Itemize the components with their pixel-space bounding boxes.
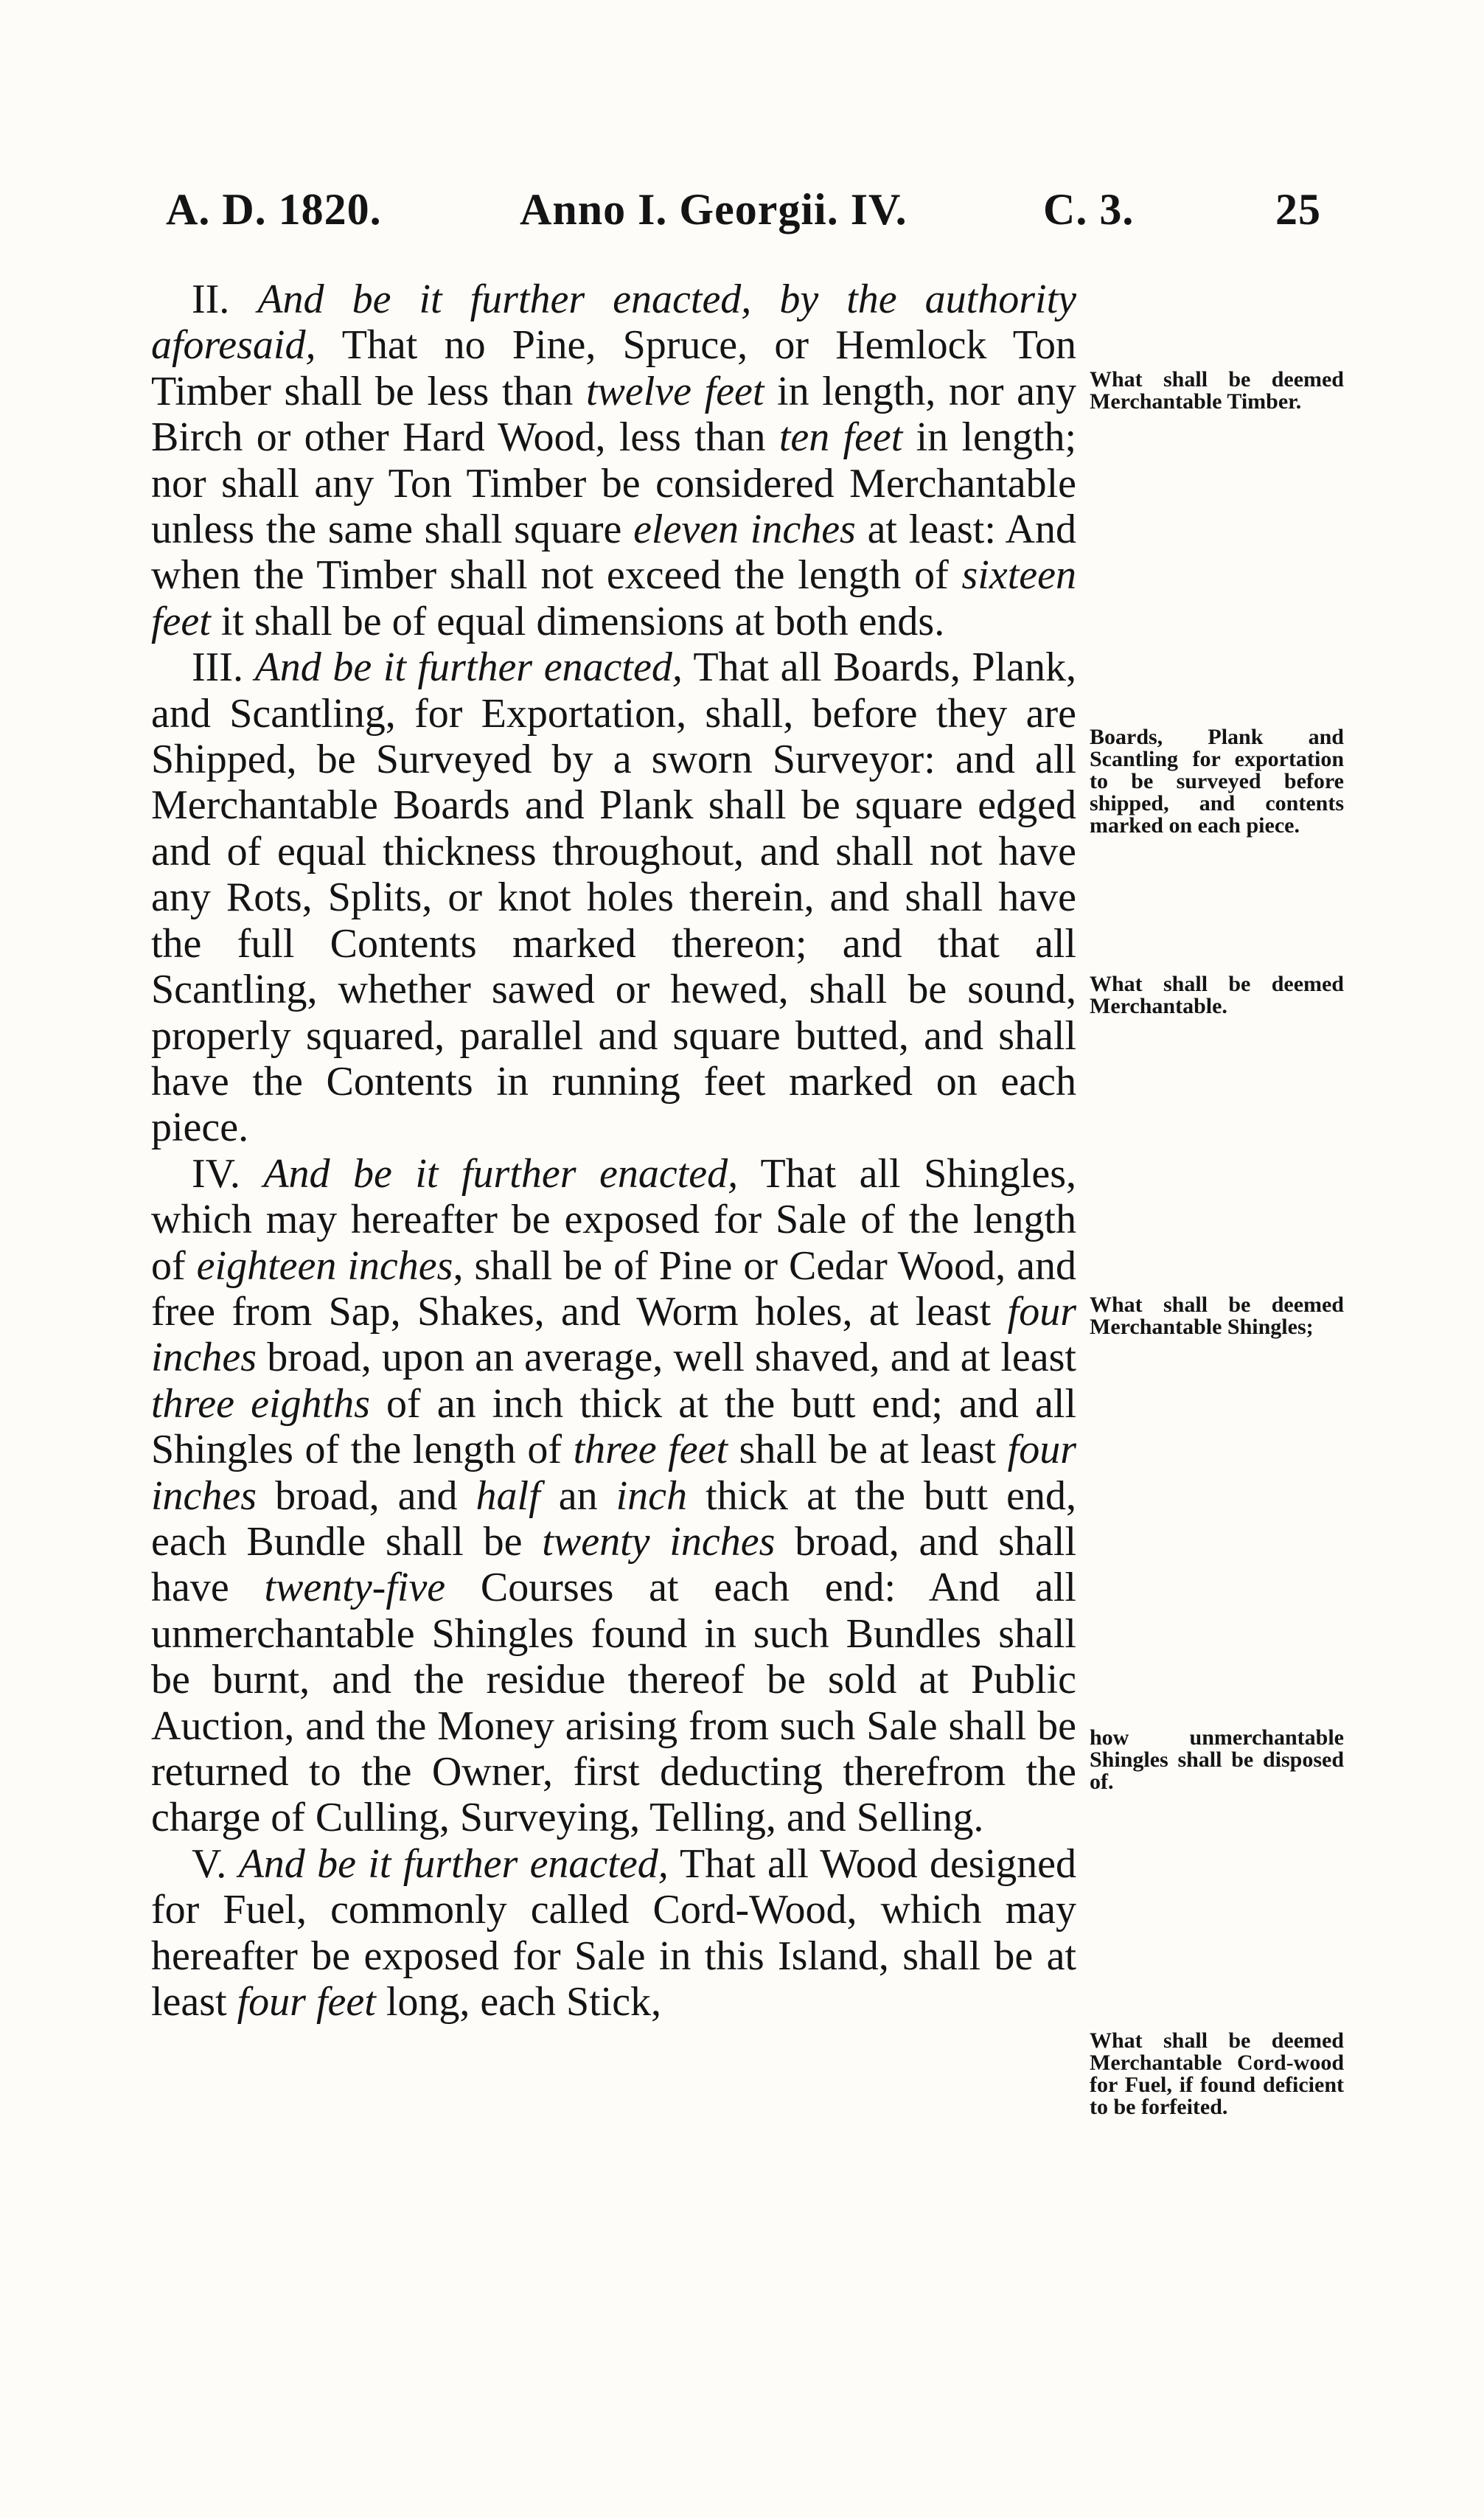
margin-note-cord-wood: What shall be deemed Merchantable Cord-wood for Fuel, if found deficient to be forfeited. bbox=[1090, 2028, 1344, 2119]
header-page-number: 25 bbox=[1275, 185, 1321, 234]
enacting-clause: And be it further enacted, bbox=[263, 1150, 739, 1197]
header-year: A. D. 1820. bbox=[166, 185, 382, 234]
margin-note-unmerchantable: how unmerchantable Shingles shall be disposed of. bbox=[1090, 1725, 1344, 1794]
section-numeral: V. bbox=[192, 1840, 227, 1887]
margin-note-timber: What shall be deemed Merchantable Timber. bbox=[1090, 367, 1344, 414]
header-title: Anno I. Georgii. IV. bbox=[520, 185, 908, 234]
header-chapter: C. 3. bbox=[1043, 185, 1135, 234]
enacting-clause: And be it further enacted, bbox=[254, 644, 683, 691]
section-4: IV. And be it further enacted, That all Shingles, which may hereafter be exposed for Sale of the length of eighteen inches, shall be of Pine or Cedar Wood, and free from Sap, Shakes, and Worm holes, at least four inches broad, upon an average, well shaved, and at least three eighths of an inch thick at the butt end; and all Shingles of the length of three feet shall be at least four inches broad, and half an inch thick at the butt end, each Bundle shall be twenty inches broad, and shall have twenty-five Courses at each end: And all unmerchantable Shingles found in such Bundles shall be burnt, and the residue thereof be sold at Public Auction, and the Money arising from such Sale shall be returned to the Owner, first deducting therefrom the charge of Culling, Surveying, Telling, and Selling. bbox=[151, 1150, 1077, 1841]
enacting-clause: And be it further enacted, by the authority aforesaid, bbox=[151, 277, 1076, 369]
margin-note-shingles: What shall be deemed Merchantable Shingles; bbox=[1090, 1293, 1344, 1339]
section-numeral: IV. bbox=[192, 1150, 240, 1197]
statute-text bbox=[151, 277, 1076, 2025]
running-header bbox=[166, 184, 1360, 243]
section-numeral: II. bbox=[192, 277, 230, 322]
margin-note-merchantable: What shall be deemed Merchantable. bbox=[1090, 972, 1344, 1018]
enacting-clause: And be it further enacted, bbox=[238, 1840, 669, 1887]
section-2: II. And be it further enacted, by the authority aforesaid, That no Pine, Spruce, or Hemlock Ton Timber shall be less than twelve feet in length, nor any Birch or other Hard Wood, less than ten feet in length; nor shall any Ton Timber be considered Merchantable unless the same shall square eleven inches at least: And when the Timber shall not exceed the length of sixteen feet it shall be of equal dimensions at both ends. bbox=[151, 277, 1076, 644]
section-5: V. And be it further enacted, That all Wood designed for Fuel, commonly called Cord-Wood, which may hereafter be exposed for Sale in this Island, shall be at least four feet long, each Stick, bbox=[151, 1840, 1077, 2025]
margin-note-boards: Boards, Plank and Scantling for exportation to be surveyed before shipped, and contents marked on each piece. bbox=[1090, 725, 1344, 838]
section-3: III. And be it further enacted, That all Boards, Plank, and Scantling, for Exportation, shall, before they are Shipped, be Surveyed by a sworn Surveyor: and all Merchantable Boards and Plank shall be square edged and of equal thickness throughout, and shall not have any Rots, Splits, or knot holes therein, and shall have the full Contents marked thereon; and that all Scantling, whether sawed or hewed, shall be sound, properly squared, parallel and square butted, and shall have the Contents in running feet marked on each piece. bbox=[151, 644, 1077, 1151]
section-numeral: III. bbox=[192, 644, 243, 691]
